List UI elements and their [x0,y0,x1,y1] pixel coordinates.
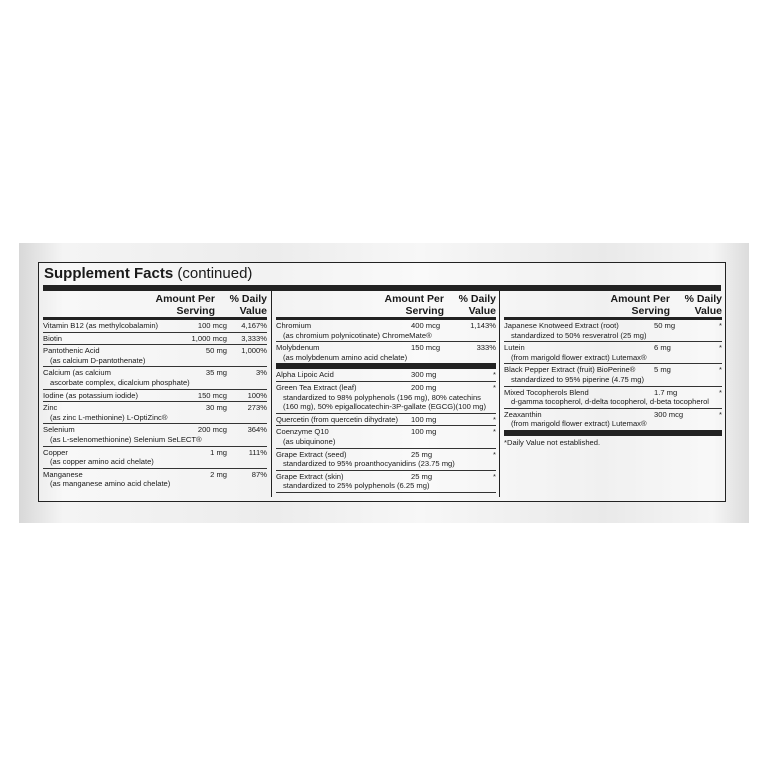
supplement-facts-panel [38,262,726,502]
panel-title [44,265,252,282]
ingredient-row: Green Tea Extract (leaf) standardized to 98% polyphenols (196 mg), 80% catechins (160 mg), 50% epigallocatechin-3P-gallate (EGCG)(100 mg) 200 mg * [276,382,496,414]
nutrient-row: Zinc (as zinc L-methionine) L-OptiZinc® 30 mg 273% [43,402,267,424]
amount-per-serving-header: Amount Per Serving [384,293,444,317]
nutrient-row: Biotin 1,000 mcg 3,333% [43,333,267,346]
nutrient-row: Chromium (as chromium polynicotinate) ChromeMate® 400 mcg 1,143% [276,320,496,342]
daily-value-footnote: *Daily Value not established. [504,437,601,447]
ingredient-row: Coenzyme Q10 (as ubiquinone) 100 mg * [276,426,496,448]
nutrient-row: Calcium (as calcium ascorbate complex, dicalcium phosphate) 35 mg 3% [43,367,267,389]
nutrient-row: Pantothenic Acid (as calcium D-pantothenate) 50 mg 1,000% [43,345,267,367]
nutrient-list [43,320,267,490]
column-1 [43,291,267,497]
nutrient-row: Manganese (as manganese amino acid chelate) 2 mg 87% [43,469,267,489]
column-header [276,291,496,317]
column-2 [271,291,496,497]
ingredient-row: Quercetin (from quercetin dihydrate) 100 mg * [276,414,496,427]
nutrient-row: Copper (as copper amino acid chelate) 1 mg 111% [43,447,267,469]
daily-value-header: % Daily Value [458,293,496,317]
nutrient-row: Vitamin B12 (as methylcobalamin) 100 mcg 4,167% [43,320,267,333]
ingredient-row: Grape Extract (skin) standardized to 25% polyphenols (6.25 mg) 25 mg * [276,471,496,493]
ingredient-row: Mixed Tocopherols Blend d-gamma tocopherol, d-delta tocopherol, d-beta tocopherol 1.7 mg * [504,387,722,409]
nutrient-row: Selenium (as L-selenomethionine) Selenium SeLECT® 200 mcg 364% [43,424,267,446]
daily-value-header: % Daily Value [684,293,722,317]
title-bold: Supplement Facts [44,265,174,282]
column-3 [499,291,722,497]
ingredient-row: Zeaxanthin (from marigold flower extract) Lutemax® 300 mcg * [504,409,722,429]
ingredient-row: Japanese Knotweed Extract (root) standardized to 50% resveratrol (25 mg) 50 mg * [504,320,722,342]
column-header [43,291,267,317]
ingredient-row: Alpha Lipoic Acid 300 mg * [276,369,496,382]
ingredient-row: Black Pepper Extract (fruit) BioPerine® standardized to 95% piperine (4.75 mg) 5 mg * [504,364,722,386]
column-header [504,291,722,317]
amount-per-serving-header: Amount Per Serving [155,293,215,317]
nutrient-row: Molybdenum (as molybdenum amino acid chelate) 150 mcg 333% [276,343,496,362]
ingredient-row: Grape Extract (seed) standardized to 95% proanthocyanidins (23.75 mg) 25 mg * [276,449,496,471]
ingredient-row: Lutein (from marigold flower extract) Lutemax® 6 mg * [504,342,722,364]
amount-per-serving-header: Amount Per Serving [610,293,670,317]
nutrient-row: Iodine (as potassium iodide) 150 mcg 100% [43,390,267,403]
daily-value-header: % Daily Value [229,293,267,317]
title-continued: (continued) [173,265,253,282]
